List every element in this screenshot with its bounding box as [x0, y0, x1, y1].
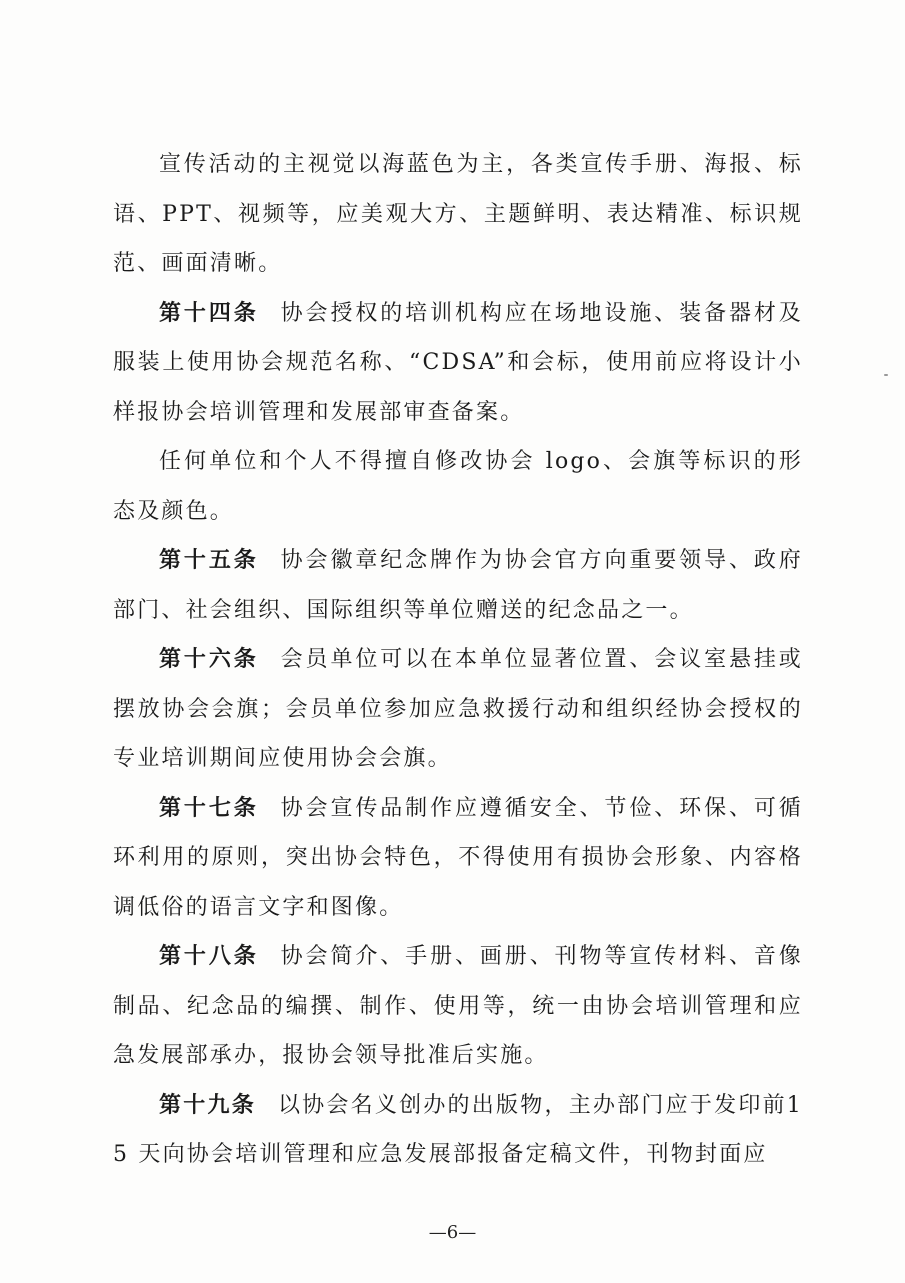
article-14-number: 第十四条: [159, 300, 259, 326]
paragraph-1-text: 宣传活动的主视觉以海蓝色为主，各类宣传手册、海报、标语、PPT、视频等，应美观大方、主题鲜明、表达精准、标识规范、画面清晰。: [113, 152, 803, 276]
article-15-number: 第十五条: [159, 548, 259, 573]
paragraph-1: [113, 140, 803, 289]
article-19-number: 第十九条: [159, 1092, 256, 1118]
article-17: [113, 784, 803, 933]
page-number: —6—: [428, 1222, 477, 1243]
article-16-number: 第十六条: [159, 647, 259, 672]
article-15-text: 协会徽章纪念牌作为协会官方向重要领导、政府部门、社会组织、国际组织等单位赠送的纪念品之一。: [113, 548, 803, 623]
scan-speck: [884, 374, 888, 376]
article-18-text: 协会简介、手册、画册、刊物等宣传材料、音像制品、纪念品的编撰、制作、使用等，统一由协会培训管理和应急发展部承办，报协会领导批准后实施。: [113, 944, 803, 1068]
article-17-text: 协会宣传品制作应遵循安全、节俭、环保、可循环利用的原则，突出协会特色，不得使用有损协会形象、内容格调低俗的语言文字和图像。: [113, 795, 803, 920]
article-19-text: 以协会名义创办的出版物，主办部门应于发印前15 天向协会培训管理和应急发展部报备定稿文件，刊物封面应: [113, 1092, 803, 1167]
article-14-text: 协会授权的培训机构应在场地设施、装备器材及服装上使用协会规范名称、“CDSA”和会标，使用前应将设计小样报协会培训管理和发展部审查备案。: [113, 300, 803, 425]
article-18: [113, 932, 803, 1081]
article-16: [113, 635, 803, 784]
article-16-text: 会员单位可以在本单位显著位置、会议室悬挂或摆放协会会旗；会员单位参加应急救援行动和组织经协会授权的专业培训期间应使用协会会旗。: [113, 647, 803, 771]
paragraph-3: [113, 437, 803, 536]
article-18-number: 第十八条: [159, 944, 259, 969]
article-19: [113, 1081, 803, 1180]
article-17-number: 第十七条: [159, 795, 259, 821]
document-body: [113, 140, 803, 1180]
paragraph-3-text: 任何单位和个人不得擅自修改协会 logo、会旗等标识的形态及颜色。: [113, 449, 803, 524]
article-15: [113, 536, 803, 635]
article-14: [113, 289, 803, 438]
